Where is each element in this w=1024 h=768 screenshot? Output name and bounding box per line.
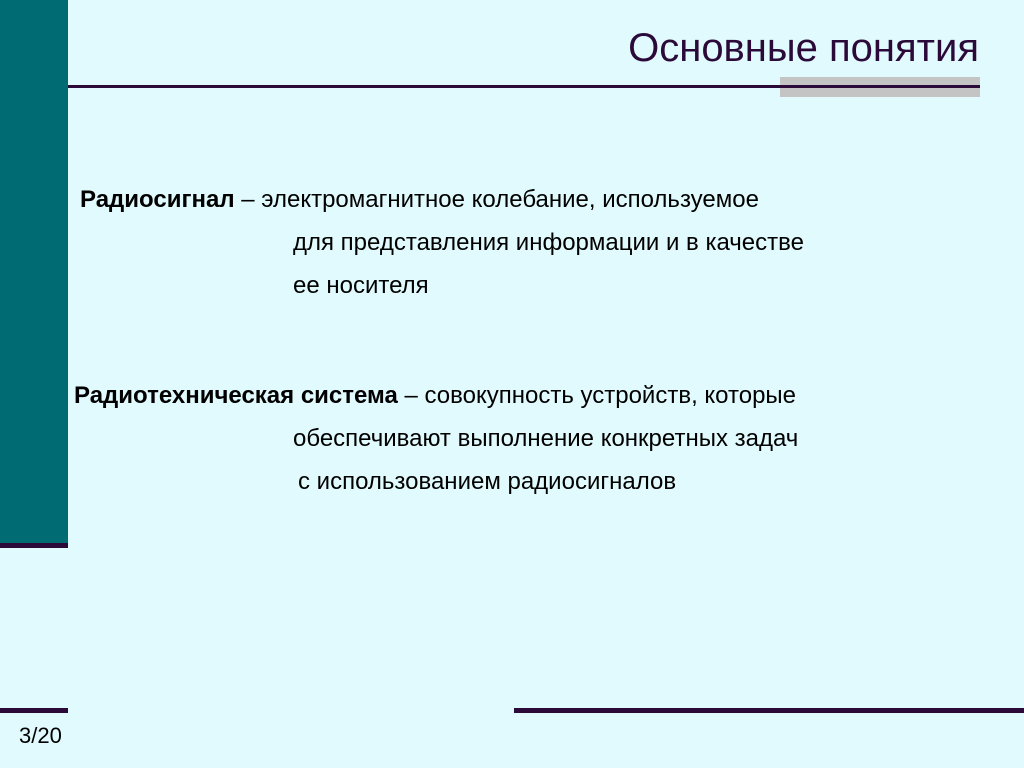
footer-right-rule (514, 708, 1024, 713)
definition-radio-system (74, 382, 796, 410)
definition-text-line: совокупность устройств, которые (424, 382, 797, 409)
slide-title: Основные понятия (628, 26, 979, 70)
definition-text-line: обеспечивают выполнение конкретных задач (293, 425, 799, 452)
title-accent-line (780, 85, 980, 88)
term-radiosignal: Радиосигнал (80, 186, 235, 213)
page-number: 3/20 (19, 723, 62, 748)
left-sidebar-underline (0, 543, 68, 548)
definition-dash: – (234, 186, 262, 213)
definition-text-line: ее носителя (293, 272, 429, 299)
term-radio-system: Радиотехническая система (74, 382, 398, 409)
left-sidebar-bar (0, 0, 68, 544)
definition-text-line: с использованием радиосигналов (298, 468, 677, 495)
definition-text-line: для представления информации и в качестве (293, 229, 804, 256)
definition-radiosignal (80, 186, 759, 214)
footer-left-rule (0, 708, 68, 713)
definition-dash: – (397, 382, 425, 409)
definition-text-line: электромагнитное колебание, используемое (261, 186, 759, 213)
